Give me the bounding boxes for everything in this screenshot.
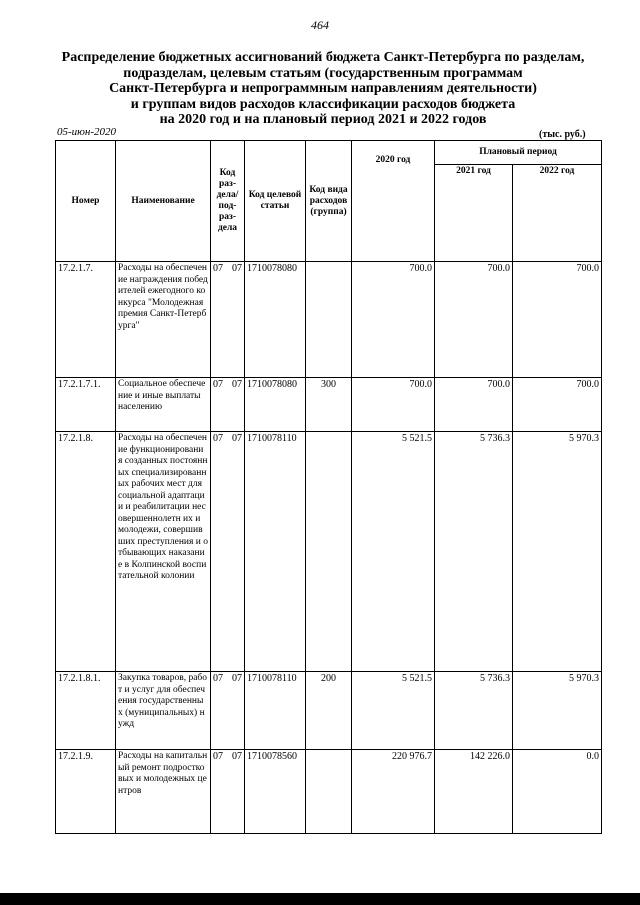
header-planned-period: Плановый период [435,141,602,165]
row-section [211,262,245,378]
section-code: 07 [213,433,223,444]
row-target: 1710078080 [245,262,306,378]
row-name: Социальное обеспечение и иные выплаты населению [116,378,211,432]
row-expense [306,262,352,378]
row-section [211,432,245,672]
row-section [211,750,245,834]
row-name: Закупка товаров, работ и услуг для обеспечения государственных (муниципальных) нужд [116,672,211,750]
subsection-code: 07 [232,673,242,684]
row-2021: 700.0 [435,262,513,378]
row-2021: 142 226.0 [435,750,513,834]
row-number: 17.2.1.8.1. [56,672,116,750]
budget-table [55,140,602,834]
section-code: 07 [213,673,223,684]
header-2022: 2022 год [513,165,602,262]
subsection-code: 07 [232,379,242,390]
title-line: Санкт-Петербурга и непрограммным направлениям деятельности) [109,81,537,96]
row-number: 17.2.1.7. [56,262,116,378]
row-2022: 5 970.3 [513,432,602,672]
row-2020: 700.0 [352,262,435,378]
table-row [56,262,602,378]
row-target: 1710078080 [245,378,306,432]
row-expense: 300 [306,378,352,432]
table-row [56,378,602,432]
row-target: 1710078560 [245,750,306,834]
row-section [211,378,245,432]
row-name: Расходы на капитальный ремонт подростковых и молодежных центров [116,750,211,834]
row-number: 17.2.1.7.1. [56,378,116,432]
row-number: 17.2.1.8. [56,432,116,672]
units-label: (тыс. руб.) [539,129,586,140]
row-2020: 5 521.5 [352,432,435,672]
title-line: на 2020 год и на плановый период 2021 и 2022 годов [159,112,487,127]
section-code: 07 [213,263,223,274]
title-line: подразделам, целевым статьям (государственным программам [123,65,523,81]
row-2022: 5 970.3 [513,672,602,750]
row-2020: 5 521.5 [352,672,435,750]
subsection-code: 07 [232,433,242,444]
table-row [56,432,602,672]
row-number: 17.2.1.9. [56,750,116,834]
row-name: Расходы на обеспечение награждения победителей ежегодного конкурса "Молодежная премия Санкт-Петербурга" [116,262,211,378]
row-2021: 5 736.3 [435,672,513,750]
row-2022: 700.0 [513,378,602,432]
row-target: 1710078110 [245,432,306,672]
row-name: Расходы на обеспечение функционировани я созданных постоянных специализированн ых рабочих мест для социальной адаптации и реабилитации несовершеннолетн их и молодежи, совершивших преступления и отбывающих наказание в Колпинской воспитательной колонии [116,432,211,672]
row-target: 1710078110 [245,672,306,750]
document-title [40,50,606,128]
row-section [211,672,245,750]
header-number: Номер [56,141,116,262]
row-2021: 5 736.3 [435,432,513,672]
title-line: Распределение бюджетных ассигнований бюджета Санкт-Петербурга по разделам, [61,50,585,65]
subsection-code: 07 [232,751,242,762]
header-2020: 2020 год [352,141,435,262]
row-2021: 700.0 [435,378,513,432]
document-date: 05-июн-2020 [57,126,117,138]
header-target-code: Код целевой статьи [245,141,306,262]
table-row [56,750,602,834]
row-expense [306,750,352,834]
row-2020: 220 976.7 [352,750,435,834]
page-number: 464 [311,18,329,32]
header-2021: 2021 год [435,165,513,262]
row-expense [306,432,352,672]
header-expense-code: Код вида расходов (группа) [306,141,352,262]
scan-edge-bar [0,893,640,905]
row-2022: 0.0 [513,750,602,834]
section-code: 07 [213,751,223,762]
row-2020: 700.0 [352,378,435,432]
row-expense: 200 [306,672,352,750]
header-name: Наименование [116,141,211,262]
header-section-code: Код раз-дела/ под-раз-дела [211,141,245,262]
section-code: 07 [213,379,223,390]
title-line: и группам видов расходов классификации расходов бюджета [130,96,516,112]
table-row [56,672,602,750]
subsection-code: 07 [232,263,242,274]
row-2022: 700.0 [513,262,602,378]
